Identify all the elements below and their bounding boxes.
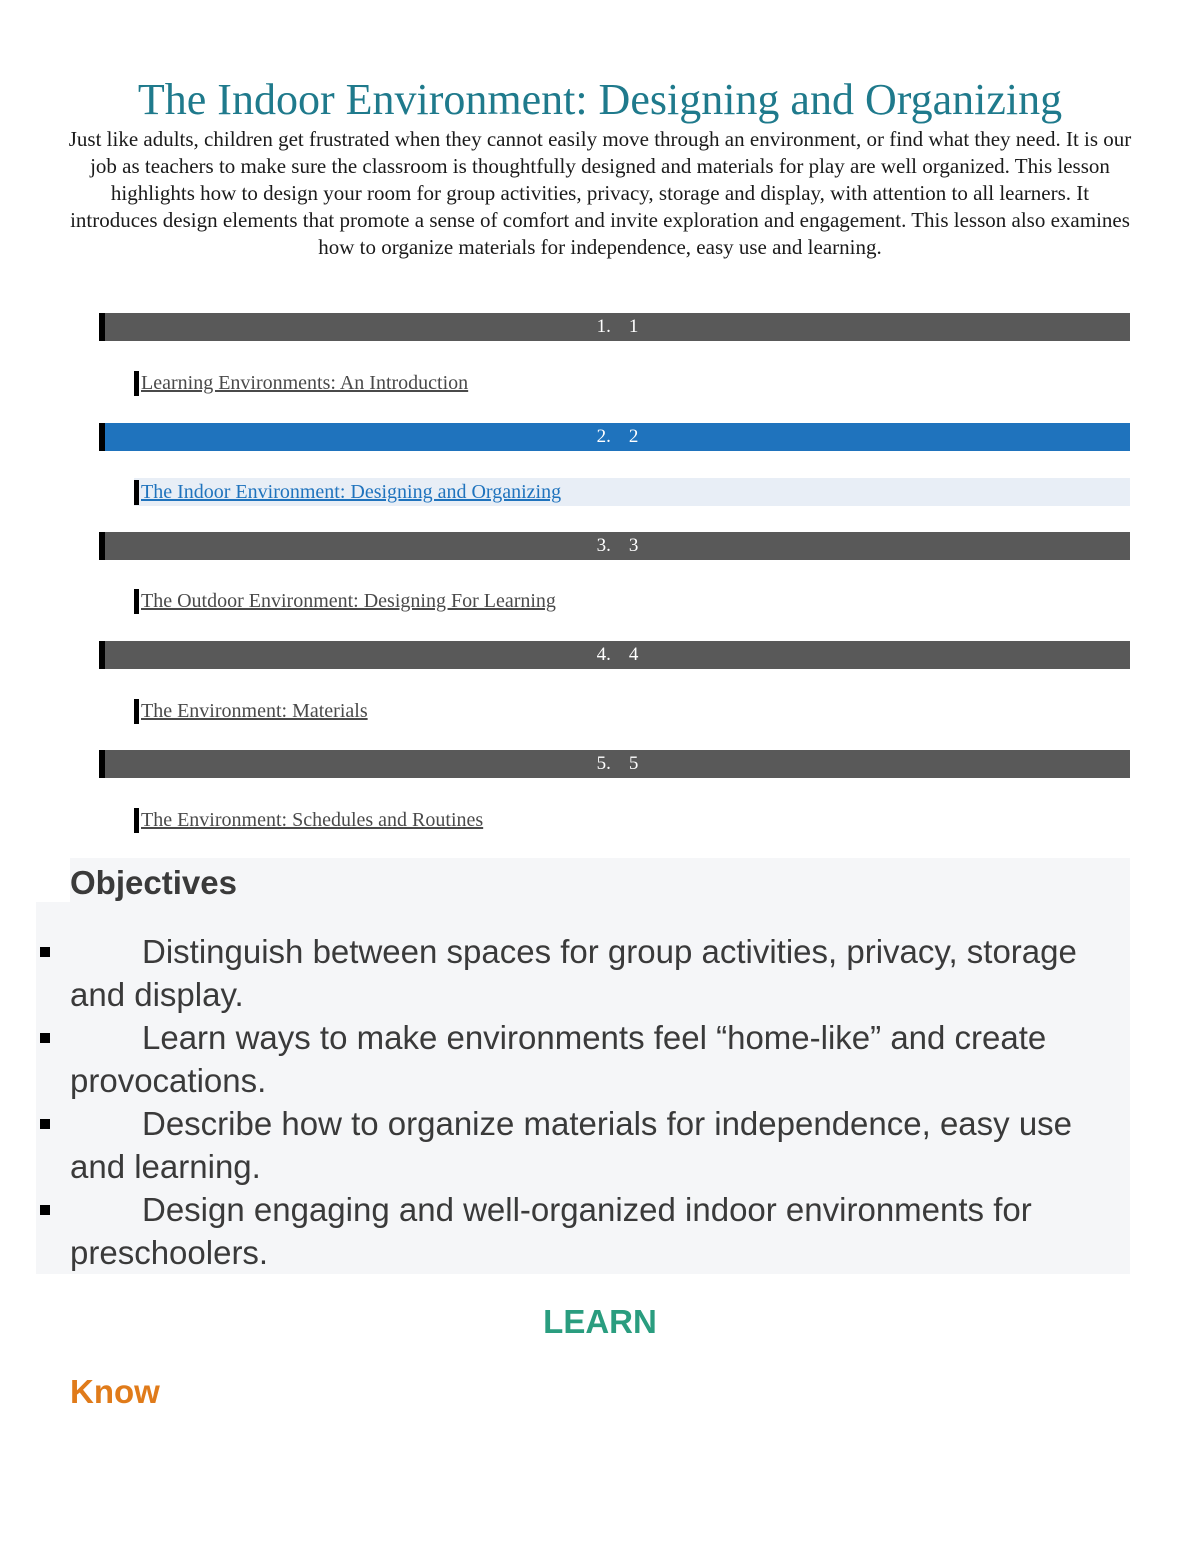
lesson-link-materials[interactable]: The Environment: Materials bbox=[141, 700, 368, 722]
objectives-list bbox=[36, 930, 1130, 1274]
square-bullet-icon bbox=[40, 1205, 50, 1215]
lesson-item bbox=[134, 587, 1130, 615]
square-bullet-icon bbox=[40, 1119, 50, 1129]
objective-text: Learn ways to make environments feel “home-like” and create provocations. bbox=[70, 1019, 1047, 1099]
lesson-intro: Just like adults, children get frustrated when they cannot easily move through an environment, or find what they need. It is our job as teachers to make sure the classroom is thoughtfully designed and materials for play are well organized. This lesson highlights how to design your room for group activities, privacy, storage and display, with attention to all learners. It introduces design elements that promote a sense of comfort and invite exploration and engagement. This lesson also examines how to organize materials for independence, easy use and learning. bbox=[68, 127, 1132, 259]
lesson-number-bar[interactable] bbox=[99, 750, 1130, 778]
lesson-marker bbox=[134, 589, 139, 614]
lesson-list-number: 1. bbox=[596, 316, 611, 337]
lesson-list-number: 4. bbox=[596, 644, 611, 665]
square-bullet-icon bbox=[40, 1033, 50, 1043]
lesson-list-number: 2. bbox=[596, 426, 611, 447]
lesson-link-indoor-environment[interactable]: The Indoor Environment: Designing and Organizing bbox=[141, 481, 562, 503]
objective-item bbox=[36, 1102, 1130, 1188]
lesson-number-bar[interactable] bbox=[99, 532, 1130, 560]
lesson-marker bbox=[134, 808, 139, 833]
know-heading: Know bbox=[70, 1373, 160, 1410]
objective-item bbox=[36, 1016, 1130, 1102]
lesson-link-schedules-routines[interactable]: The Environment: Schedules and Routines bbox=[141, 809, 484, 831]
lesson-list-number: 5. bbox=[596, 753, 611, 774]
lesson-link-learning-environments-intro[interactable]: Learning Environments: An Introduction bbox=[141, 372, 469, 394]
page-title: The Indoor Environment: Designing and Organizing bbox=[137, 75, 1063, 124]
objective-text: Distinguish between spaces for group activities, privacy, storage and display. bbox=[70, 933, 1077, 1013]
objective-item bbox=[36, 1188, 1130, 1274]
lesson-item bbox=[134, 806, 1130, 834]
lesson-number-bar-active[interactable] bbox=[99, 423, 1130, 451]
learn-heading: LEARN bbox=[543, 1303, 657, 1340]
lesson-number-bar[interactable] bbox=[99, 313, 1130, 341]
lesson-link-outdoor-environment[interactable]: The Outdoor Environment: Designing For Learning bbox=[141, 590, 556, 612]
objective-text: Describe how to organize materials for independence, easy use and learning. bbox=[70, 1105, 1073, 1185]
lesson-number: 1 bbox=[628, 316, 639, 337]
lesson-number: 5 bbox=[628, 753, 639, 774]
lesson-item-active bbox=[134, 478, 1130, 506]
lesson-list-number: 3. bbox=[596, 535, 611, 556]
lesson-number-bar[interactable] bbox=[99, 641, 1130, 669]
square-bullet-icon bbox=[40, 947, 50, 957]
objective-item bbox=[36, 930, 1130, 1016]
lesson-number: 3 bbox=[628, 535, 639, 556]
panel-notch bbox=[36, 858, 70, 902]
lesson-number: 4 bbox=[628, 644, 639, 665]
objective-text: Design engaging and well-organized indoor environments for preschoolers. bbox=[70, 1191, 1032, 1271]
lesson-item bbox=[134, 369, 1130, 397]
lesson-marker bbox=[134, 480, 139, 505]
lesson-item bbox=[134, 697, 1130, 725]
objectives-heading: Objectives bbox=[70, 864, 237, 901]
lesson-number: 2 bbox=[628, 426, 639, 447]
lesson-marker bbox=[134, 699, 139, 724]
lesson-marker bbox=[134, 371, 139, 396]
